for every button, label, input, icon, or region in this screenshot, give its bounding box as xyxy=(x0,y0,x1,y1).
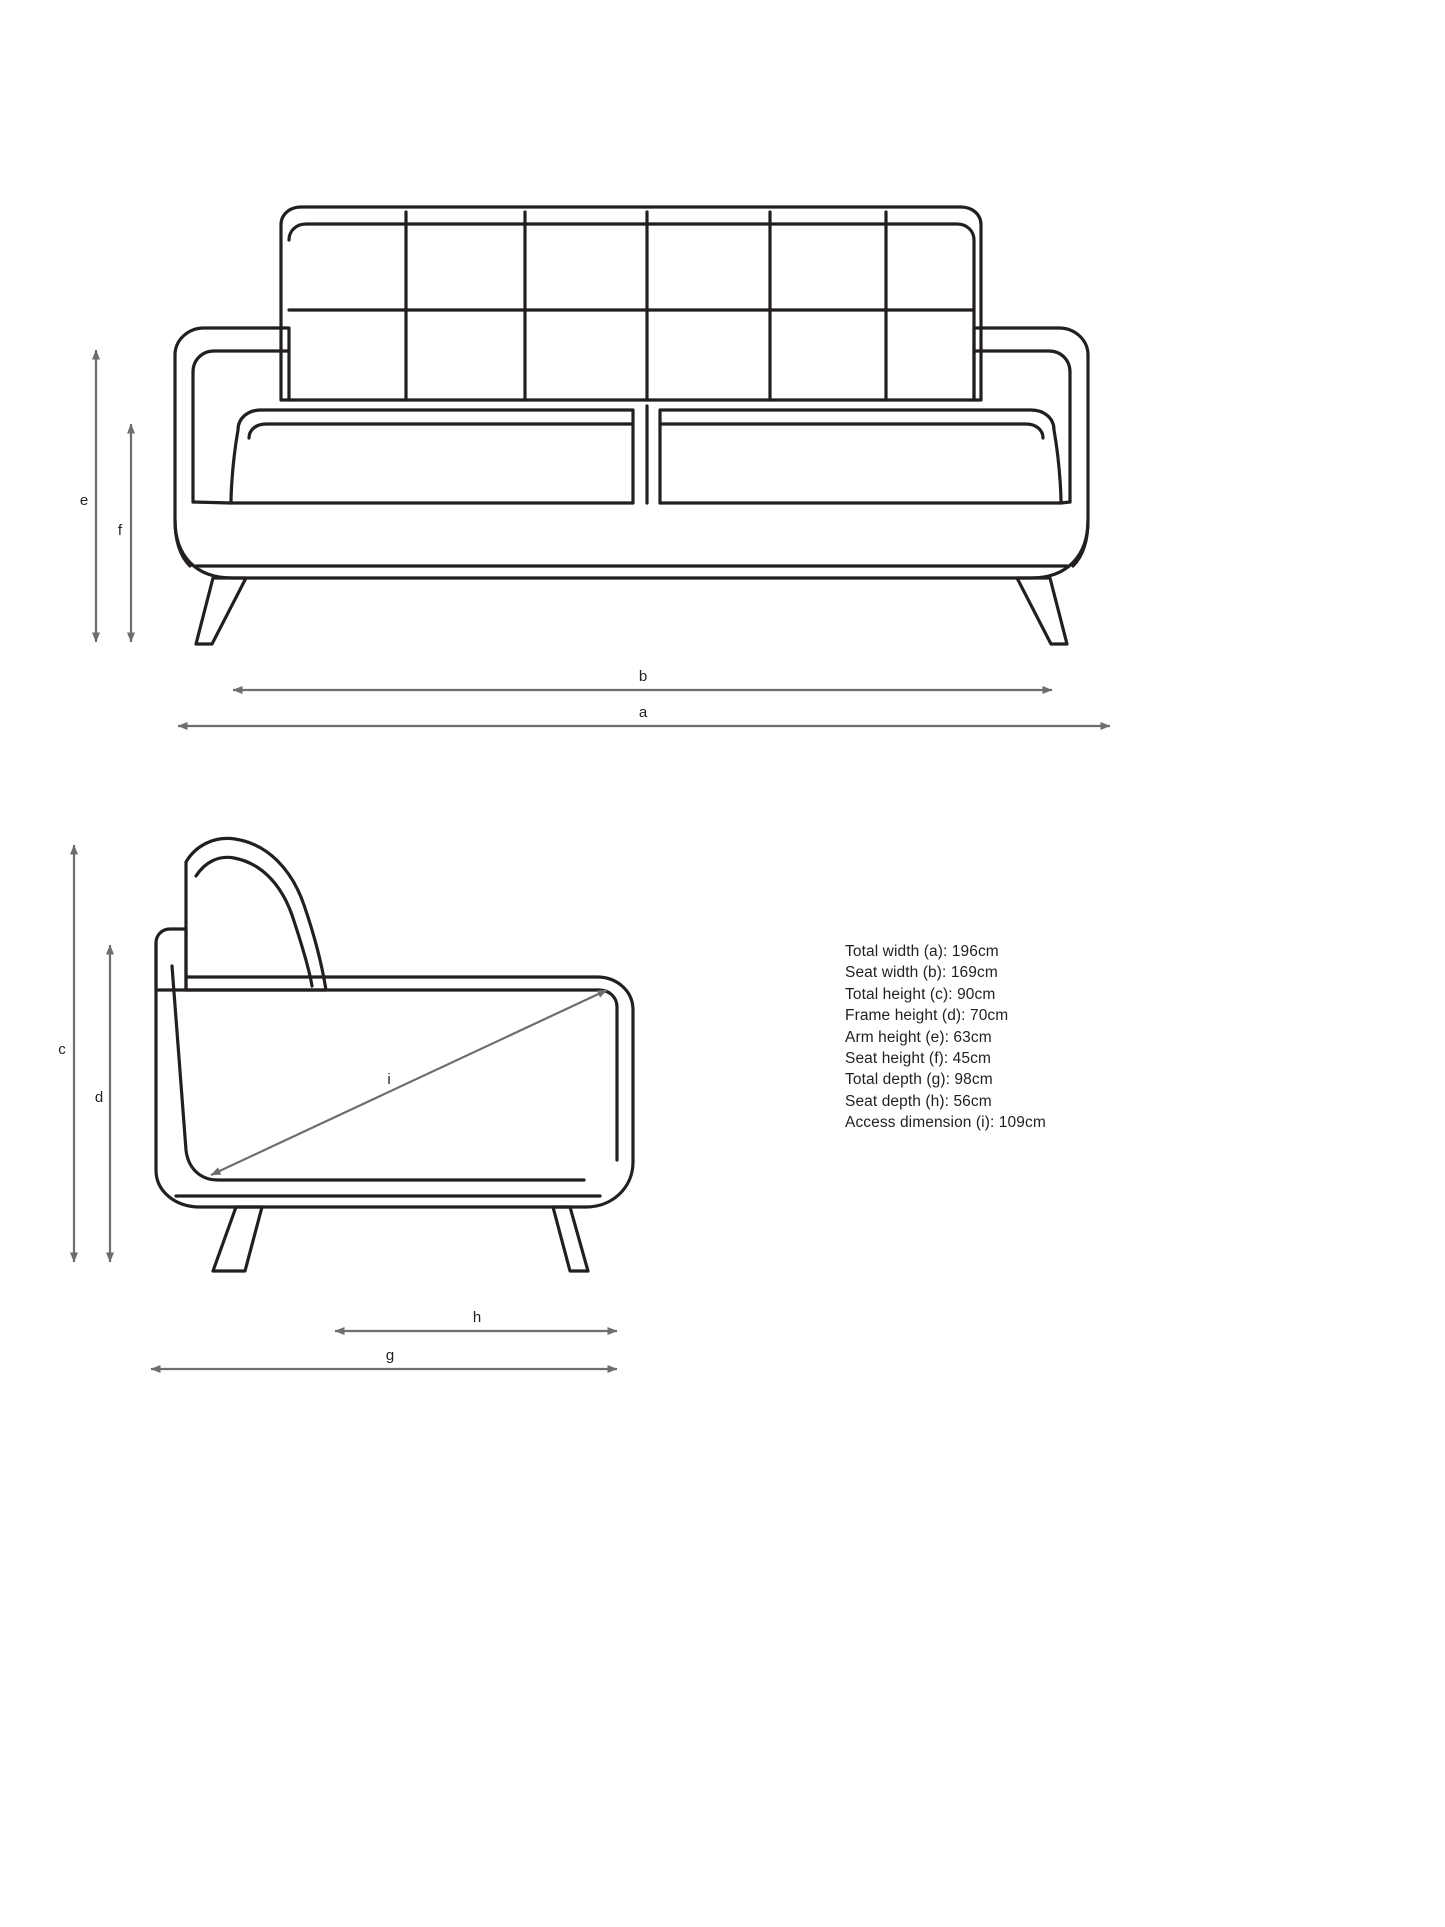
dim-label-a: a xyxy=(638,704,648,721)
spec-seat-height: Seat height (f): 45cm xyxy=(845,1050,991,1068)
side-view xyxy=(156,838,633,1271)
dim-arrow-i xyxy=(211,990,607,1175)
dimension-spec-list xyxy=(845,941,1185,1134)
front-right-arm-inner xyxy=(974,351,1070,372)
spec-seat-depth: Seat depth (h): 56cm xyxy=(845,1092,992,1110)
front-seat-cushion-inner-right xyxy=(660,424,1043,438)
spec-access-dimension: Access dimension (i): 109cm xyxy=(845,1114,1046,1132)
dim-label-c: c xyxy=(58,1041,66,1058)
front-base-outline xyxy=(175,520,1088,578)
dim-label-h: h xyxy=(472,1309,482,1326)
spec-arm-height: Arm height (e): 63cm xyxy=(845,1028,992,1046)
dim-label-b: b xyxy=(638,668,648,685)
spec-seat-width: Seat width (b): 169cm xyxy=(845,964,998,982)
spec-total-height: Total height (c): 90cm xyxy=(845,985,996,1003)
side-leg-front xyxy=(213,1207,262,1271)
front-leg-left xyxy=(196,578,246,644)
dim-label-f: f xyxy=(117,522,123,539)
side-backrest-inner xyxy=(196,857,312,986)
front-seat-cushion-inner-left xyxy=(249,424,633,438)
side-leg-back xyxy=(553,1207,588,1271)
front-view xyxy=(175,207,1088,644)
front-base-top-left xyxy=(193,502,231,503)
side-back-cushion-edge xyxy=(156,929,186,990)
spec-total-width: Total width (a): 196cm xyxy=(845,943,999,960)
side-backrest-outline xyxy=(186,838,326,990)
spec-total-depth: Total depth (g): 98cm xyxy=(845,1071,993,1089)
dim-label-g: g xyxy=(385,1347,395,1364)
front-leg-right xyxy=(1017,578,1067,644)
front-left-arm-inner xyxy=(193,351,289,372)
front-view-dimensions xyxy=(96,350,1110,726)
front-base-top-right xyxy=(1061,502,1070,503)
side-inner-slope xyxy=(172,966,584,1180)
dim-label-d: d xyxy=(94,1089,104,1106)
front-backrest-outline xyxy=(281,207,981,400)
dim-label-i: i xyxy=(387,1071,391,1088)
dim-label-e: e xyxy=(79,492,89,509)
spec-frame-height: Frame height (d): 70cm xyxy=(845,1007,1009,1025)
front-backrest-inner-line xyxy=(289,224,974,400)
